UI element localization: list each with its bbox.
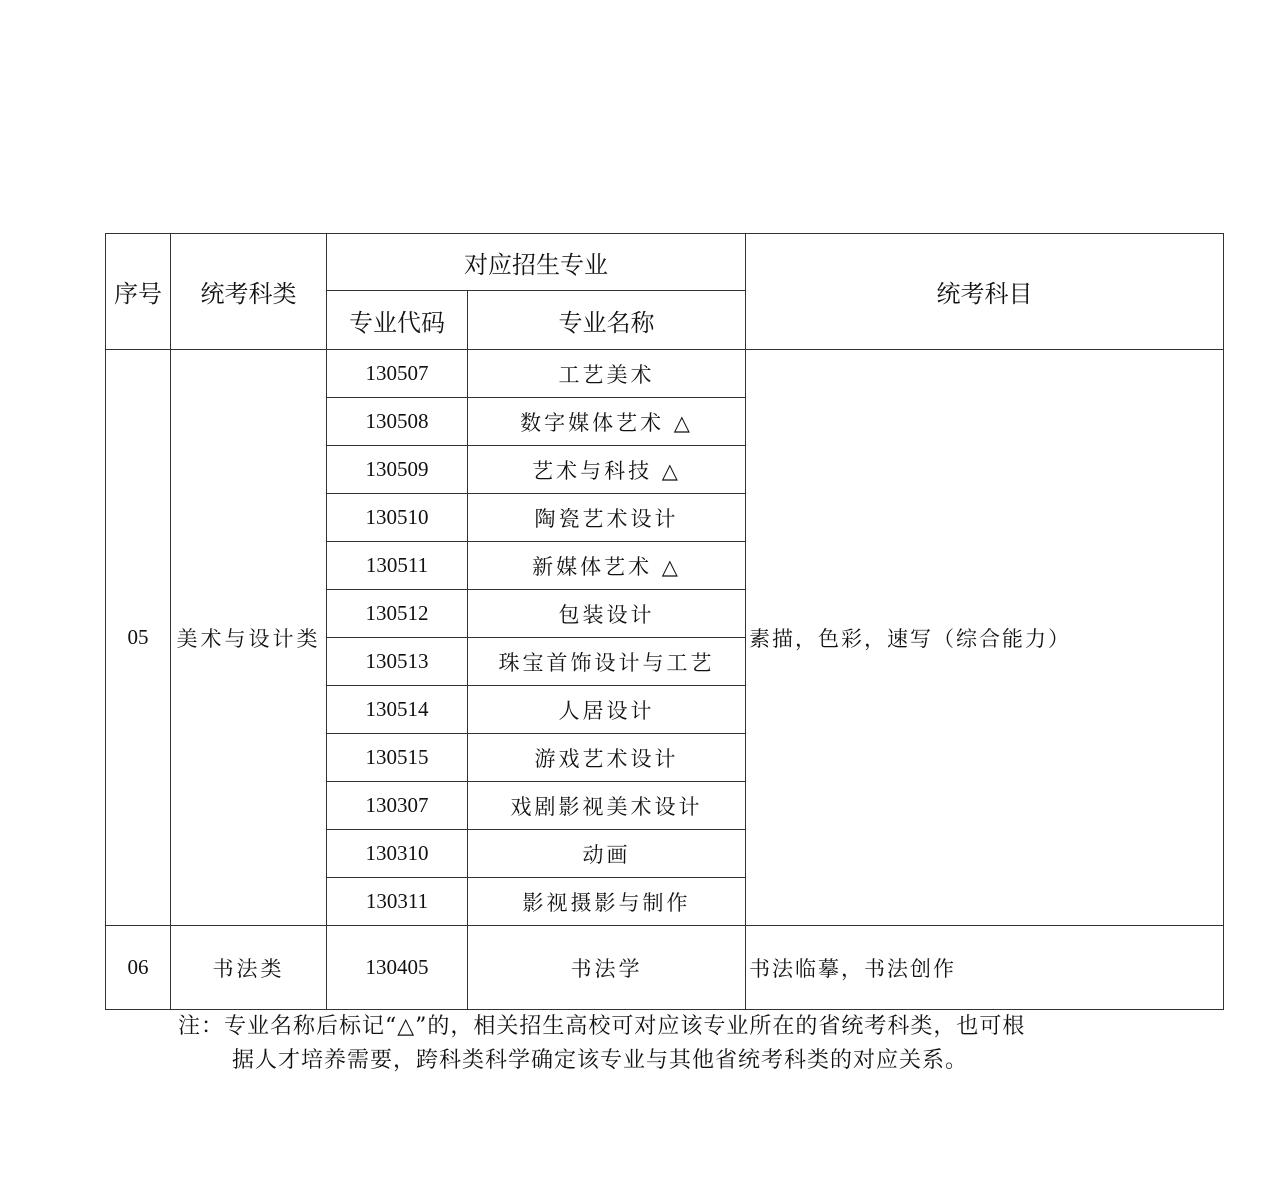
major-code: 130515 <box>327 734 468 782</box>
header-seq: 序号 <box>106 234 171 350</box>
major-code: 130512 <box>327 590 468 638</box>
major-table <box>105 233 1224 1010</box>
major-code: 130513 <box>327 638 468 686</box>
group-seq: 06 <box>106 926 171 1010</box>
major-code: 130307 <box>327 782 468 830</box>
major-name: 珠宝首饰设计与工艺 <box>468 638 746 686</box>
major-name: 书法学 <box>468 926 746 1010</box>
major-name: 工艺美术 <box>468 350 746 398</box>
group-seq: 05 <box>106 350 171 926</box>
footnote-line-1: 注：专业名称后标记“△”的，相关招生高校可对应该专业所在的省统考科类，也可根 <box>178 1014 1026 1039</box>
header-category: 统考科类 <box>171 234 327 350</box>
major-code: 130310 <box>327 830 468 878</box>
footnote-line-2: 据人才培养需要，跨科类科学确定该专业与其他省统考科类的对应关系。 <box>232 1048 969 1073</box>
group-subjects: 素描，色彩，速写（综合能力） <box>746 350 1224 926</box>
major-name: 包装设计 <box>468 590 746 638</box>
major-name: 新媒体艺术 △ <box>468 542 746 590</box>
group-category: 美术与设计类 <box>171 350 327 926</box>
major-name: 影视摄影与制作 <box>468 878 746 926</box>
table-row <box>106 350 1224 398</box>
major-name: 戏剧影视美术设计 <box>468 782 746 830</box>
table-footnote <box>178 1010 1168 1078</box>
major-code: 130514 <box>327 686 468 734</box>
header-major-name: 专业名称 <box>468 291 746 350</box>
group-category: 书法类 <box>171 926 327 1010</box>
major-name: 动画 <box>468 830 746 878</box>
major-code: 130405 <box>327 926 468 1010</box>
major-code: 130509 <box>327 446 468 494</box>
major-name: 数字媒体艺术 △ <box>468 398 746 446</box>
major-code: 130508 <box>327 398 468 446</box>
group-subjects: 书法临摹，书法创作 <box>746 926 1224 1010</box>
major-code: 130507 <box>327 350 468 398</box>
major-code: 130311 <box>327 878 468 926</box>
major-name: 游戏艺术设计 <box>468 734 746 782</box>
major-name: 人居设计 <box>468 686 746 734</box>
header-major-group: 对应招生专业 <box>327 234 746 291</box>
major-name: 陶瓷艺术设计 <box>468 494 746 542</box>
header-major-code: 专业代码 <box>327 291 468 350</box>
major-code: 130511 <box>327 542 468 590</box>
table-row <box>106 926 1224 1010</box>
major-code: 130510 <box>327 494 468 542</box>
major-name: 艺术与科技 △ <box>468 446 746 494</box>
header-subjects: 统考科目 <box>746 234 1224 350</box>
